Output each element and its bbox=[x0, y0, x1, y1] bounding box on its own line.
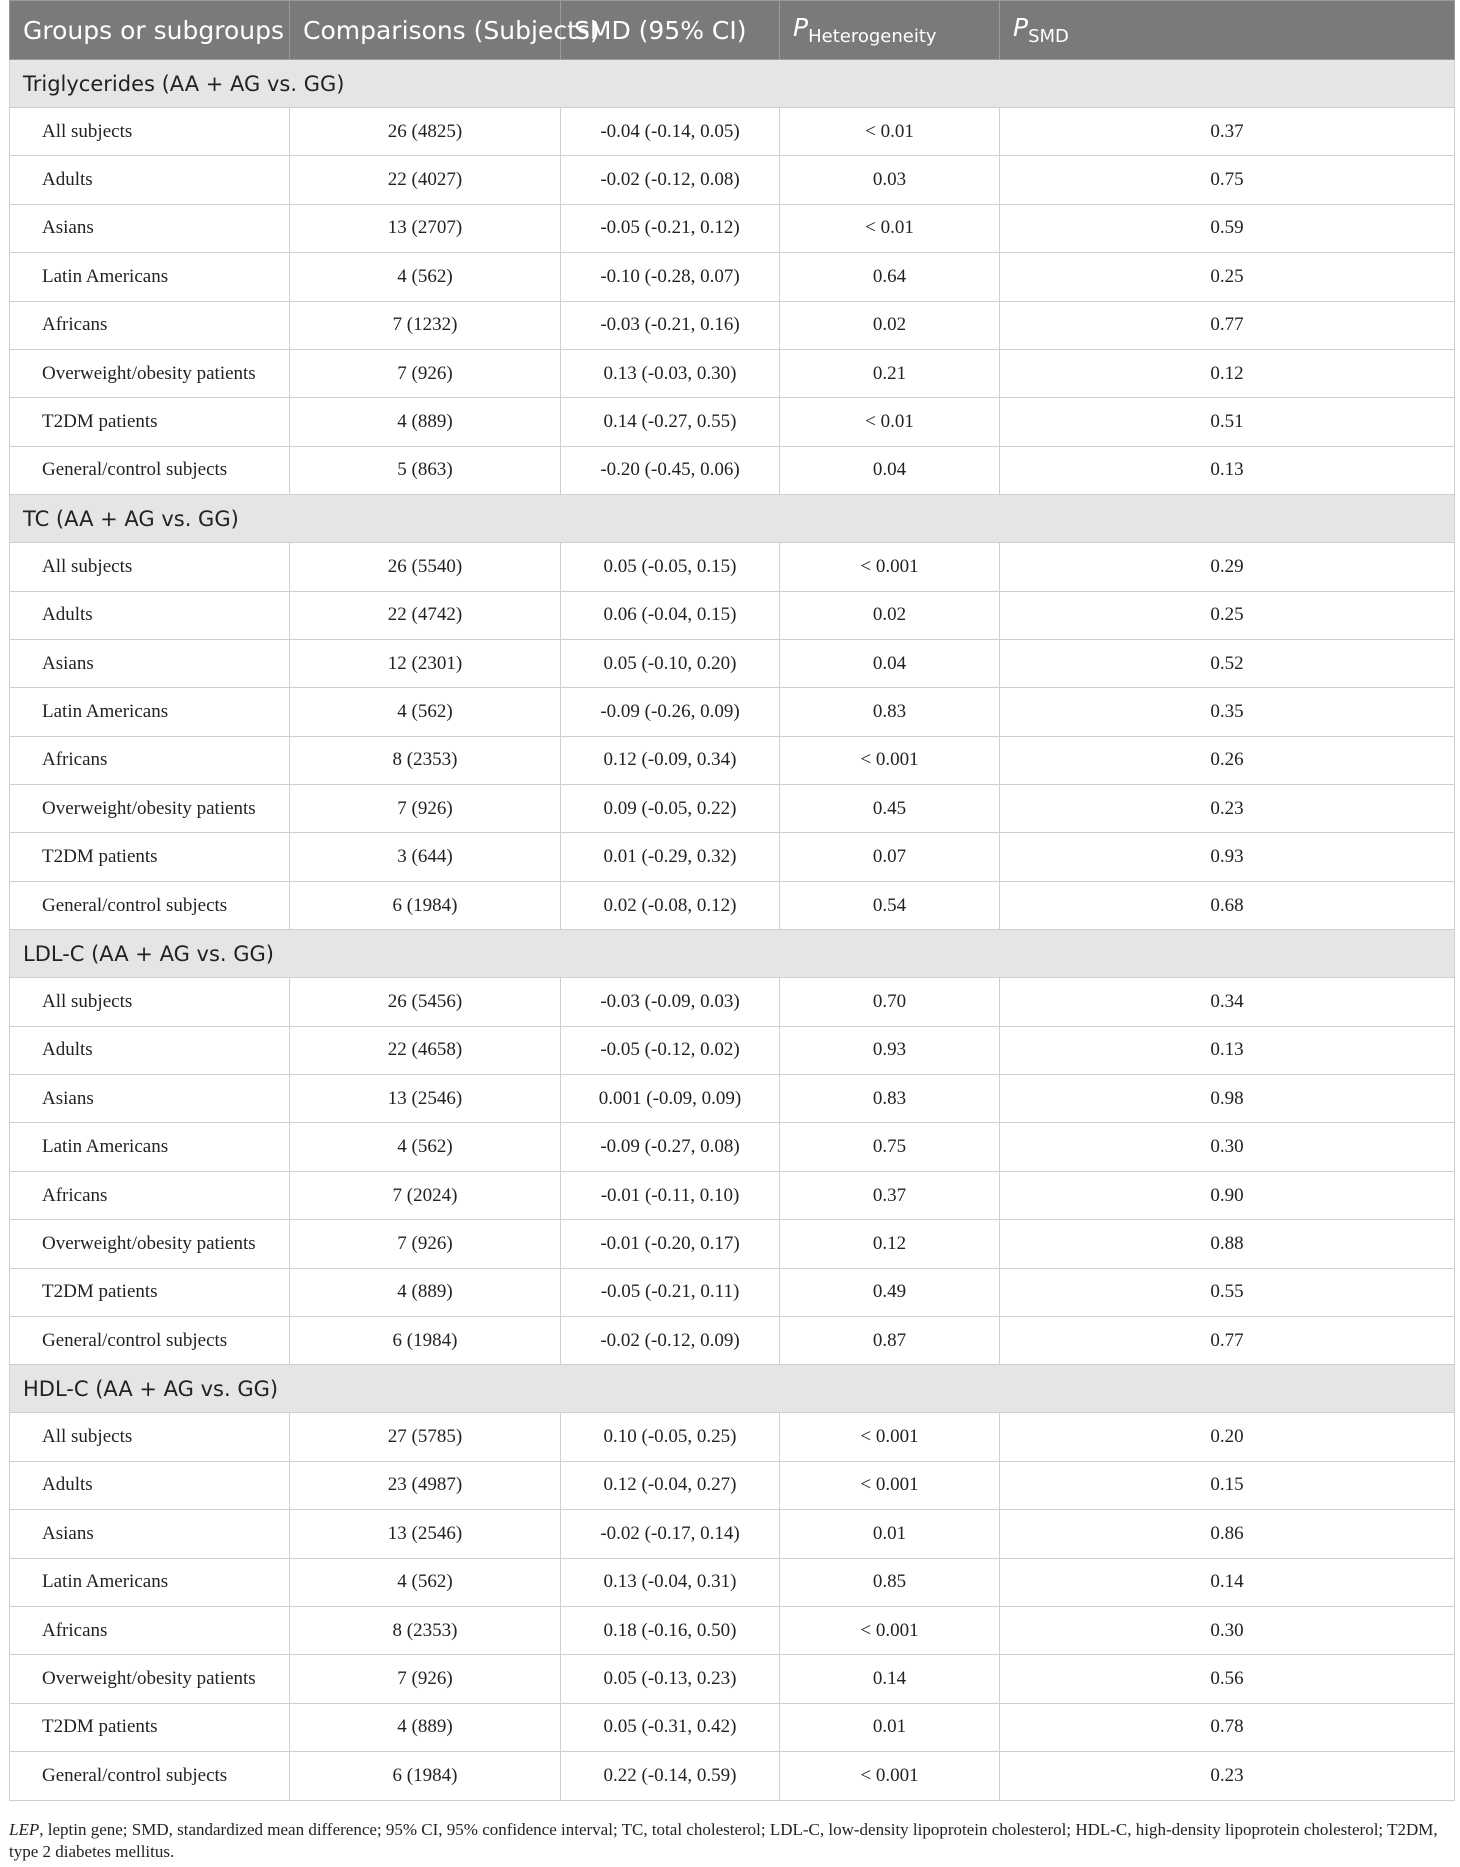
smd-cell: 0.05 (-0.05, 0.15) bbox=[561, 543, 780, 591]
comparisons-cell: 3 (644) bbox=[290, 833, 561, 881]
comparisons-cell: 4 (562) bbox=[290, 253, 561, 301]
group-cell: Latin Americans bbox=[10, 1123, 290, 1171]
smd-cell: -0.10 (-0.28, 0.07) bbox=[561, 253, 780, 301]
footnote-lep-abbreviation: LEP bbox=[9, 1820, 40, 1839]
p-smd-cell: 0.14 bbox=[1000, 1558, 1455, 1606]
smd-cell: 0.10 (-0.05, 0.25) bbox=[561, 1413, 780, 1461]
header-p-heterogeneity-subscript: Heterogeneity bbox=[808, 26, 937, 47]
table-row bbox=[10, 1461, 1455, 1509]
p-smd-cell: 0.77 bbox=[1000, 301, 1455, 349]
table-row bbox=[10, 639, 1455, 687]
p-smd-cell: 0.93 bbox=[1000, 833, 1455, 881]
p-heterogeneity-cell: 0.49 bbox=[780, 1268, 1000, 1316]
group-cell: Overweight/obesity patients bbox=[10, 785, 290, 833]
p-smd-cell: 0.51 bbox=[1000, 398, 1455, 446]
group-cell: Asians bbox=[10, 1510, 290, 1558]
comparisons-cell: 12 (2301) bbox=[290, 639, 561, 687]
comparisons-cell: 22 (4742) bbox=[290, 591, 561, 639]
p-heterogeneity-cell: 0.02 bbox=[780, 301, 1000, 349]
p-heterogeneity-cell: 0.83 bbox=[780, 1075, 1000, 1123]
table-row bbox=[10, 1075, 1455, 1123]
smd-cell: -0.04 (-0.14, 0.05) bbox=[561, 108, 780, 156]
group-cell: All subjects bbox=[10, 543, 290, 591]
group-cell: Asians bbox=[10, 204, 290, 252]
table-row bbox=[10, 1316, 1455, 1364]
section-row bbox=[10, 930, 1455, 978]
smd-cell: 0.06 (-0.04, 0.15) bbox=[561, 591, 780, 639]
comparisons-cell: 7 (1232) bbox=[290, 301, 561, 349]
table-row bbox=[10, 1606, 1455, 1654]
table-header bbox=[10, 1, 1455, 60]
group-cell: Asians bbox=[10, 1075, 290, 1123]
smd-cell: 0.01 (-0.29, 0.32) bbox=[561, 833, 780, 881]
p-heterogeneity-cell: < 0.001 bbox=[780, 1413, 1000, 1461]
group-cell: General/control subjects bbox=[10, 446, 290, 494]
p-heterogeneity-cell: 0.70 bbox=[780, 978, 1000, 1026]
p-smd-cell: 0.78 bbox=[1000, 1703, 1455, 1751]
header-groups: Groups or subgroups bbox=[10, 1, 290, 60]
header-p-smd bbox=[1000, 1, 1455, 60]
p-heterogeneity-cell: 0.87 bbox=[780, 1316, 1000, 1364]
table-row bbox=[10, 543, 1455, 591]
table-body bbox=[10, 60, 1455, 1801]
table-row bbox=[10, 1268, 1455, 1316]
smd-cell: 0.02 (-0.08, 0.12) bbox=[561, 881, 780, 929]
comparisons-cell: 6 (1984) bbox=[290, 1316, 561, 1364]
comparisons-cell: 23 (4987) bbox=[290, 1461, 561, 1509]
section-title: LDL-C (AA + AG vs. GG) bbox=[10, 930, 1455, 978]
meta-analysis-table bbox=[9, 0, 1455, 1801]
group-cell: Overweight/obesity patients bbox=[10, 349, 290, 397]
group-cell: General/control subjects bbox=[10, 1752, 290, 1800]
header-comparisons: Comparisons (Subjects) bbox=[290, 1, 561, 60]
smd-cell: 0.05 (-0.13, 0.23) bbox=[561, 1655, 780, 1703]
table-row bbox=[10, 1413, 1455, 1461]
p-heterogeneity-cell: < 0.01 bbox=[780, 108, 1000, 156]
table-row bbox=[10, 1510, 1455, 1558]
section-row bbox=[10, 1365, 1455, 1413]
smd-cell: -0.09 (-0.27, 0.08) bbox=[561, 1123, 780, 1171]
table-row bbox=[10, 398, 1455, 446]
p-smd-cell: 0.52 bbox=[1000, 639, 1455, 687]
p-smd-cell: 0.15 bbox=[1000, 1461, 1455, 1509]
comparisons-cell: 6 (1984) bbox=[290, 881, 561, 929]
group-cell: Africans bbox=[10, 736, 290, 784]
group-cell: Adults bbox=[10, 1026, 290, 1074]
smd-cell: -0.01 (-0.11, 0.10) bbox=[561, 1171, 780, 1219]
table-footnote bbox=[9, 1819, 1454, 1863]
p-heterogeneity-cell: 0.01 bbox=[780, 1510, 1000, 1558]
comparisons-cell: 13 (2707) bbox=[290, 204, 561, 252]
comparisons-cell: 27 (5785) bbox=[290, 1413, 561, 1461]
p-smd-cell: 0.68 bbox=[1000, 881, 1455, 929]
table-row bbox=[10, 688, 1455, 736]
group-cell: All subjects bbox=[10, 978, 290, 1026]
smd-cell: -0.09 (-0.26, 0.09) bbox=[561, 688, 780, 736]
p-heterogeneity-cell: 0.64 bbox=[780, 253, 1000, 301]
table-row bbox=[10, 1655, 1455, 1703]
smd-cell: -0.05 (-0.21, 0.12) bbox=[561, 204, 780, 252]
table-row bbox=[10, 833, 1455, 881]
table-row bbox=[10, 156, 1455, 204]
group-cell: General/control subjects bbox=[10, 881, 290, 929]
p-smd-cell: 0.56 bbox=[1000, 1655, 1455, 1703]
smd-cell: 0.13 (-0.03, 0.30) bbox=[561, 349, 780, 397]
p-heterogeneity-cell: 0.02 bbox=[780, 591, 1000, 639]
footnote-text: , leptin gene; SMD, standardized mean difference; 95% CI, 95% confidence interval; TC, total cholesterol; LDL-C, low-density lipoprotein cholesterol; HDL-C, high-density lipoprotein cholesterol; T2DM, type 2 diabetes mellitus. bbox=[9, 1820, 1438, 1861]
group-cell: Overweight/obesity patients bbox=[10, 1220, 290, 1268]
smd-cell: 0.001 (-0.09, 0.09) bbox=[561, 1075, 780, 1123]
p-heterogeneity-cell: < 0.001 bbox=[780, 736, 1000, 784]
table-row bbox=[10, 1026, 1455, 1074]
table-row bbox=[10, 349, 1455, 397]
table-row bbox=[10, 736, 1455, 784]
comparisons-cell: 7 (926) bbox=[290, 1220, 561, 1268]
header-p-heterogeneity bbox=[780, 1, 1000, 60]
p-heterogeneity-cell: < 0.001 bbox=[780, 1752, 1000, 1800]
comparisons-cell: 7 (2024) bbox=[290, 1171, 561, 1219]
header-row bbox=[10, 1, 1455, 60]
table-row bbox=[10, 1123, 1455, 1171]
p-heterogeneity-cell: 0.45 bbox=[780, 785, 1000, 833]
group-cell: Latin Americans bbox=[10, 1558, 290, 1606]
p-smd-cell: 0.77 bbox=[1000, 1316, 1455, 1364]
group-cell: All subjects bbox=[10, 1413, 290, 1461]
p-smd-cell: 0.35 bbox=[1000, 688, 1455, 736]
p-heterogeneity-cell: 0.03 bbox=[780, 156, 1000, 204]
group-cell: Asians bbox=[10, 639, 290, 687]
table-row bbox=[10, 881, 1455, 929]
comparisons-cell: 26 (5456) bbox=[290, 978, 561, 1026]
comparisons-cell: 22 (4658) bbox=[290, 1026, 561, 1074]
comparisons-cell: 22 (4027) bbox=[290, 156, 561, 204]
smd-cell: 0.05 (-0.31, 0.42) bbox=[561, 1703, 780, 1751]
table-row bbox=[10, 446, 1455, 494]
p-smd-cell: 0.25 bbox=[1000, 591, 1455, 639]
p-smd-cell: 0.98 bbox=[1000, 1075, 1455, 1123]
smd-cell: 0.13 (-0.04, 0.31) bbox=[561, 1558, 780, 1606]
section-row bbox=[10, 60, 1455, 108]
comparisons-cell: 5 (863) bbox=[290, 446, 561, 494]
comparisons-cell: 7 (926) bbox=[290, 785, 561, 833]
comparisons-cell: 13 (2546) bbox=[290, 1075, 561, 1123]
comparisons-cell: 4 (562) bbox=[290, 1123, 561, 1171]
group-cell: Latin Americans bbox=[10, 688, 290, 736]
p-heterogeneity-cell: 0.75 bbox=[780, 1123, 1000, 1171]
comparisons-cell: 7 (926) bbox=[290, 1655, 561, 1703]
group-cell: General/control subjects bbox=[10, 1316, 290, 1364]
group-cell: All subjects bbox=[10, 108, 290, 156]
group-cell: T2DM patients bbox=[10, 1268, 290, 1316]
table-row bbox=[10, 978, 1455, 1026]
p-smd-cell: 0.75 bbox=[1000, 156, 1455, 204]
header-p-heterogeneity-symbol: P bbox=[793, 13, 809, 42]
p-smd-cell: 0.23 bbox=[1000, 785, 1455, 833]
smd-cell: 0.09 (-0.05, 0.22) bbox=[561, 785, 780, 833]
smd-cell: -0.02 (-0.12, 0.09) bbox=[561, 1316, 780, 1364]
smd-cell: -0.05 (-0.21, 0.11) bbox=[561, 1268, 780, 1316]
comparisons-cell: 4 (889) bbox=[290, 398, 561, 446]
smd-cell: 0.12 (-0.04, 0.27) bbox=[561, 1461, 780, 1509]
smd-cell: 0.12 (-0.09, 0.34) bbox=[561, 736, 780, 784]
section-title: HDL-C (AA + AG vs. GG) bbox=[10, 1365, 1455, 1413]
group-cell: Adults bbox=[10, 1461, 290, 1509]
comparisons-cell: 13 (2546) bbox=[290, 1510, 561, 1558]
p-smd-cell: 0.55 bbox=[1000, 1268, 1455, 1316]
p-smd-cell: 0.30 bbox=[1000, 1606, 1455, 1654]
p-heterogeneity-cell: 0.07 bbox=[780, 833, 1000, 881]
p-heterogeneity-cell: 0.37 bbox=[780, 1171, 1000, 1219]
group-cell: Africans bbox=[10, 1606, 290, 1654]
group-cell: Africans bbox=[10, 301, 290, 349]
header-p-smd-symbol: P bbox=[1013, 13, 1029, 42]
smd-cell: -0.02 (-0.17, 0.14) bbox=[561, 1510, 780, 1558]
smd-cell: 0.05 (-0.10, 0.20) bbox=[561, 639, 780, 687]
smd-cell: -0.03 (-0.21, 0.16) bbox=[561, 301, 780, 349]
group-cell: Latin Americans bbox=[10, 253, 290, 301]
p-smd-cell: 0.88 bbox=[1000, 1220, 1455, 1268]
p-smd-cell: 0.12 bbox=[1000, 349, 1455, 397]
p-smd-cell: 0.25 bbox=[1000, 253, 1455, 301]
group-cell: Africans bbox=[10, 1171, 290, 1219]
smd-cell: -0.05 (-0.12, 0.02) bbox=[561, 1026, 780, 1074]
table-row bbox=[10, 785, 1455, 833]
table-row bbox=[10, 1220, 1455, 1268]
table-row bbox=[10, 204, 1455, 252]
p-smd-cell: 0.29 bbox=[1000, 543, 1455, 591]
p-heterogeneity-cell: < 0.001 bbox=[780, 1461, 1000, 1509]
p-heterogeneity-cell: < 0.01 bbox=[780, 204, 1000, 252]
comparisons-cell: 4 (889) bbox=[290, 1268, 561, 1316]
p-smd-cell: 0.20 bbox=[1000, 1413, 1455, 1461]
p-heterogeneity-cell: 0.21 bbox=[780, 349, 1000, 397]
group-cell: Adults bbox=[10, 591, 290, 639]
table-row bbox=[10, 253, 1455, 301]
p-smd-cell: 0.90 bbox=[1000, 1171, 1455, 1219]
comparisons-cell: 4 (562) bbox=[290, 1558, 561, 1606]
p-heterogeneity-cell: < 0.001 bbox=[780, 543, 1000, 591]
section-row bbox=[10, 495, 1455, 543]
p-heterogeneity-cell: 0.83 bbox=[780, 688, 1000, 736]
p-smd-cell: 0.13 bbox=[1000, 1026, 1455, 1074]
smd-cell: -0.20 (-0.45, 0.06) bbox=[561, 446, 780, 494]
p-heterogeneity-cell: 0.04 bbox=[780, 446, 1000, 494]
section-title: TC (AA + AG vs. GG) bbox=[10, 495, 1455, 543]
smd-cell: -0.02 (-0.12, 0.08) bbox=[561, 156, 780, 204]
smd-cell: -0.03 (-0.09, 0.03) bbox=[561, 978, 780, 1026]
p-heterogeneity-cell: 0.54 bbox=[780, 881, 1000, 929]
p-heterogeneity-cell: 0.85 bbox=[780, 1558, 1000, 1606]
p-smd-cell: 0.37 bbox=[1000, 108, 1455, 156]
p-smd-cell: 0.23 bbox=[1000, 1752, 1455, 1800]
group-cell: T2DM patients bbox=[10, 398, 290, 446]
p-smd-cell: 0.13 bbox=[1000, 446, 1455, 494]
table-row bbox=[10, 1558, 1455, 1606]
table-row bbox=[10, 591, 1455, 639]
p-smd-cell: 0.86 bbox=[1000, 1510, 1455, 1558]
smd-cell: -0.01 (-0.20, 0.17) bbox=[561, 1220, 780, 1268]
p-heterogeneity-cell: < 0.01 bbox=[780, 398, 1000, 446]
p-heterogeneity-cell: 0.12 bbox=[780, 1220, 1000, 1268]
p-heterogeneity-cell: < 0.001 bbox=[780, 1606, 1000, 1654]
smd-cell: 0.22 (-0.14, 0.59) bbox=[561, 1752, 780, 1800]
p-smd-cell: 0.59 bbox=[1000, 204, 1455, 252]
comparisons-cell: 4 (889) bbox=[290, 1703, 561, 1751]
p-smd-cell: 0.30 bbox=[1000, 1123, 1455, 1171]
p-smd-cell: 0.34 bbox=[1000, 978, 1455, 1026]
header-p-smd-subscript: SMD bbox=[1028, 26, 1069, 47]
table-row bbox=[10, 1703, 1455, 1751]
table-row bbox=[10, 1171, 1455, 1219]
smd-cell: 0.14 (-0.27, 0.55) bbox=[561, 398, 780, 446]
comparisons-cell: 26 (5540) bbox=[290, 543, 561, 591]
table-row bbox=[10, 1752, 1455, 1800]
comparisons-cell: 7 (926) bbox=[290, 349, 561, 397]
group-cell: T2DM patients bbox=[10, 1703, 290, 1751]
group-cell: Adults bbox=[10, 156, 290, 204]
header-smd: SMD (95% CI) bbox=[561, 1, 780, 60]
p-heterogeneity-cell: 0.93 bbox=[780, 1026, 1000, 1074]
comparisons-cell: 4 (562) bbox=[290, 688, 561, 736]
p-heterogeneity-cell: 0.14 bbox=[780, 1655, 1000, 1703]
p-heterogeneity-cell: 0.01 bbox=[780, 1703, 1000, 1751]
table-row bbox=[10, 108, 1455, 156]
comparisons-cell: 6 (1984) bbox=[290, 1752, 561, 1800]
p-heterogeneity-cell: 0.04 bbox=[780, 639, 1000, 687]
comparisons-cell: 8 (2353) bbox=[290, 736, 561, 784]
group-cell: Overweight/obesity patients bbox=[10, 1655, 290, 1703]
group-cell: T2DM patients bbox=[10, 833, 290, 881]
comparisons-cell: 8 (2353) bbox=[290, 1606, 561, 1654]
table-row bbox=[10, 301, 1455, 349]
section-title: Triglycerides (AA + AG vs. GG) bbox=[10, 60, 1455, 108]
smd-cell: 0.18 (-0.16, 0.50) bbox=[561, 1606, 780, 1654]
results-table-container bbox=[9, 0, 1454, 1801]
p-smd-cell: 0.26 bbox=[1000, 736, 1455, 784]
comparisons-cell: 26 (4825) bbox=[290, 108, 561, 156]
